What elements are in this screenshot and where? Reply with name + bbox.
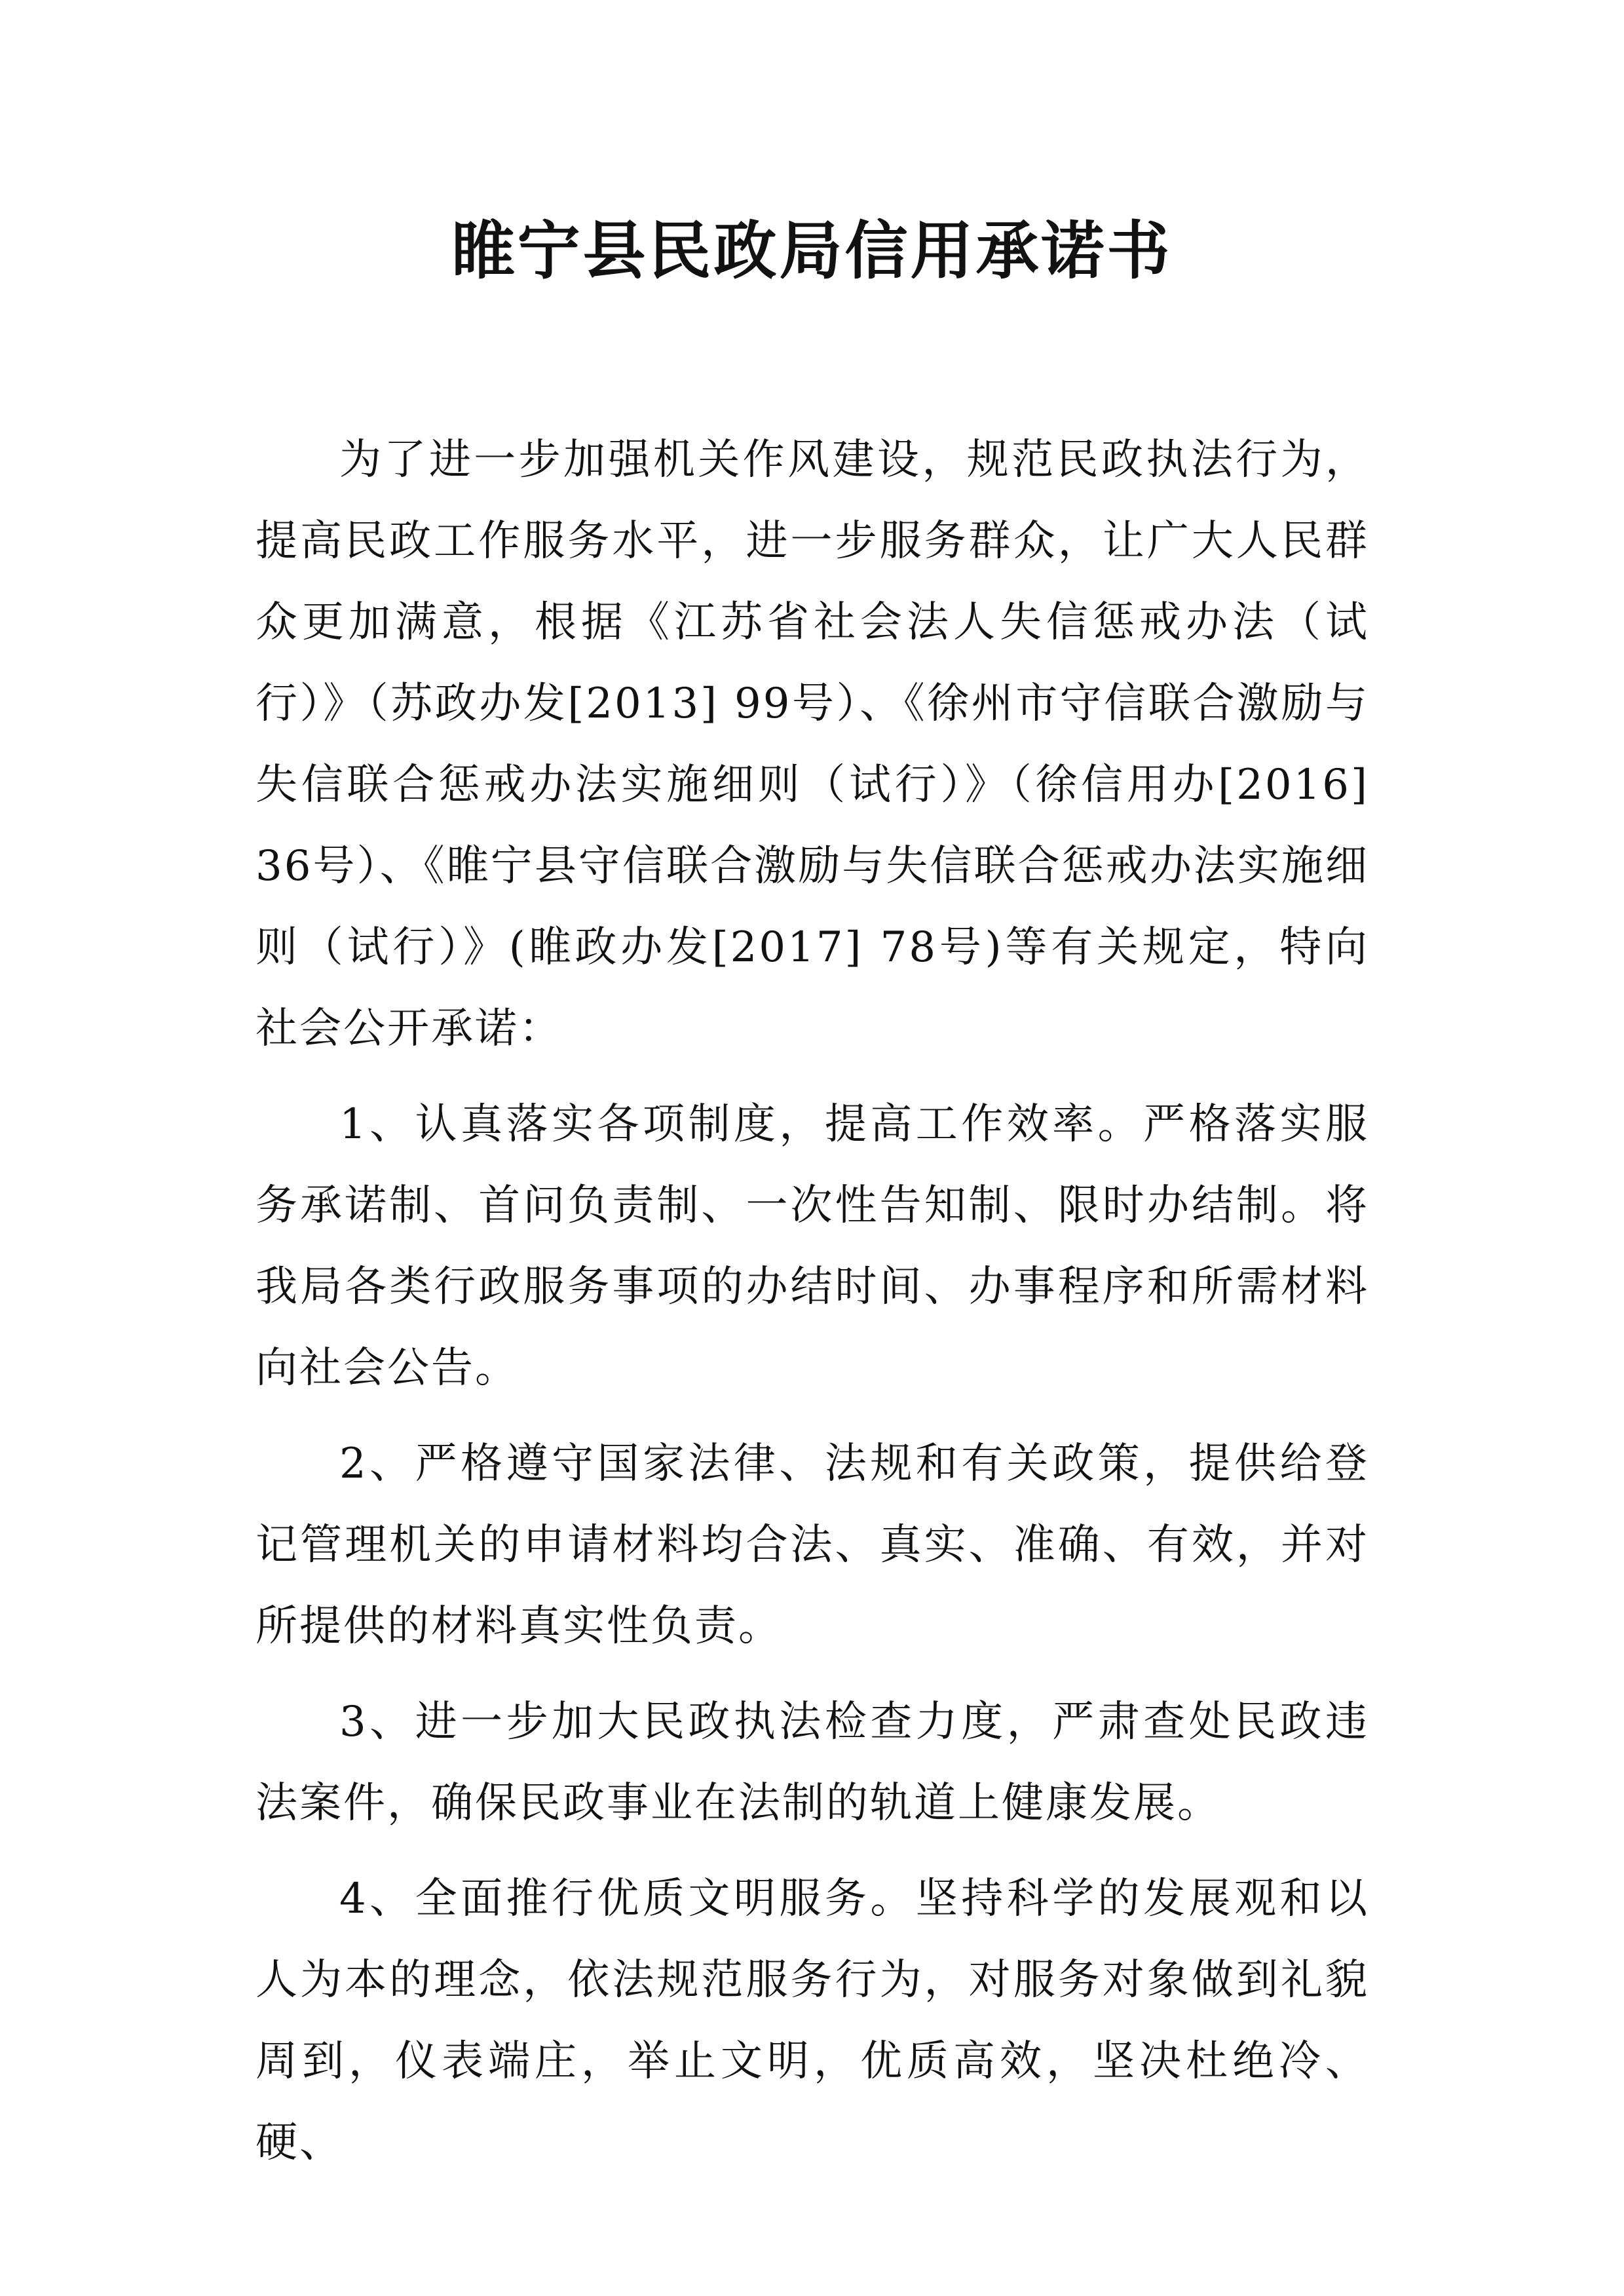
document-title: 睢宁县民政局信用承诺书 (451, 214, 1173, 288)
commitment-item-4: 4、全面推行优质文明服务。坚持科学的发展观和以人为本的理念，依法规范服务行为，对服务对象做到礼貌周到，仪表端庄，举止文明，优质高效，坚决杜绝冷、硬、 (255, 1875, 1369, 2167)
commitment-item-1: 1、认真落实各项制度，提高工作效率。严格落实服务承诺制、首问负责制、一次性告知制、限时办结制。将我局各类行政服务事项的办结时间、办事程序和所需材料向社会公告。 (255, 1100, 1369, 1392)
intro-paragraph: 为了进一步加强机关作风建设，规范民政执法行为，提高民政工作服务水平，进一步服务群众，让广大人民群众更加满意，根据《江苏省社会法人失信惩戒办法（试行）》（苏政办发[2013] 99号）、《徐州市守信联合激励与失信联合惩戒办法实施细则（试行）》（徐信用办[2016] 36号）、《睢宁县守信联合激励与失信联合惩戒办法实施细则（试行）》(睢政办发[2017] 78号)等有关规定，特向社会公开承诺： (255, 436, 1369, 1053)
commitment-item-2: 2、严格遵守国家法律、法规和有关政策，提供给登记管理机关的申请材料均合法、真实、准确、有效，并对所提供的材料真实性负责。 (255, 1440, 1369, 1651)
document-body (255, 419, 1369, 2183)
commitment-item-3: 3、进一步加大民政执法检查力度，严肃查处民政违法案件，确保民政事业在法制的轨道上健康发展。 (255, 1698, 1369, 1827)
